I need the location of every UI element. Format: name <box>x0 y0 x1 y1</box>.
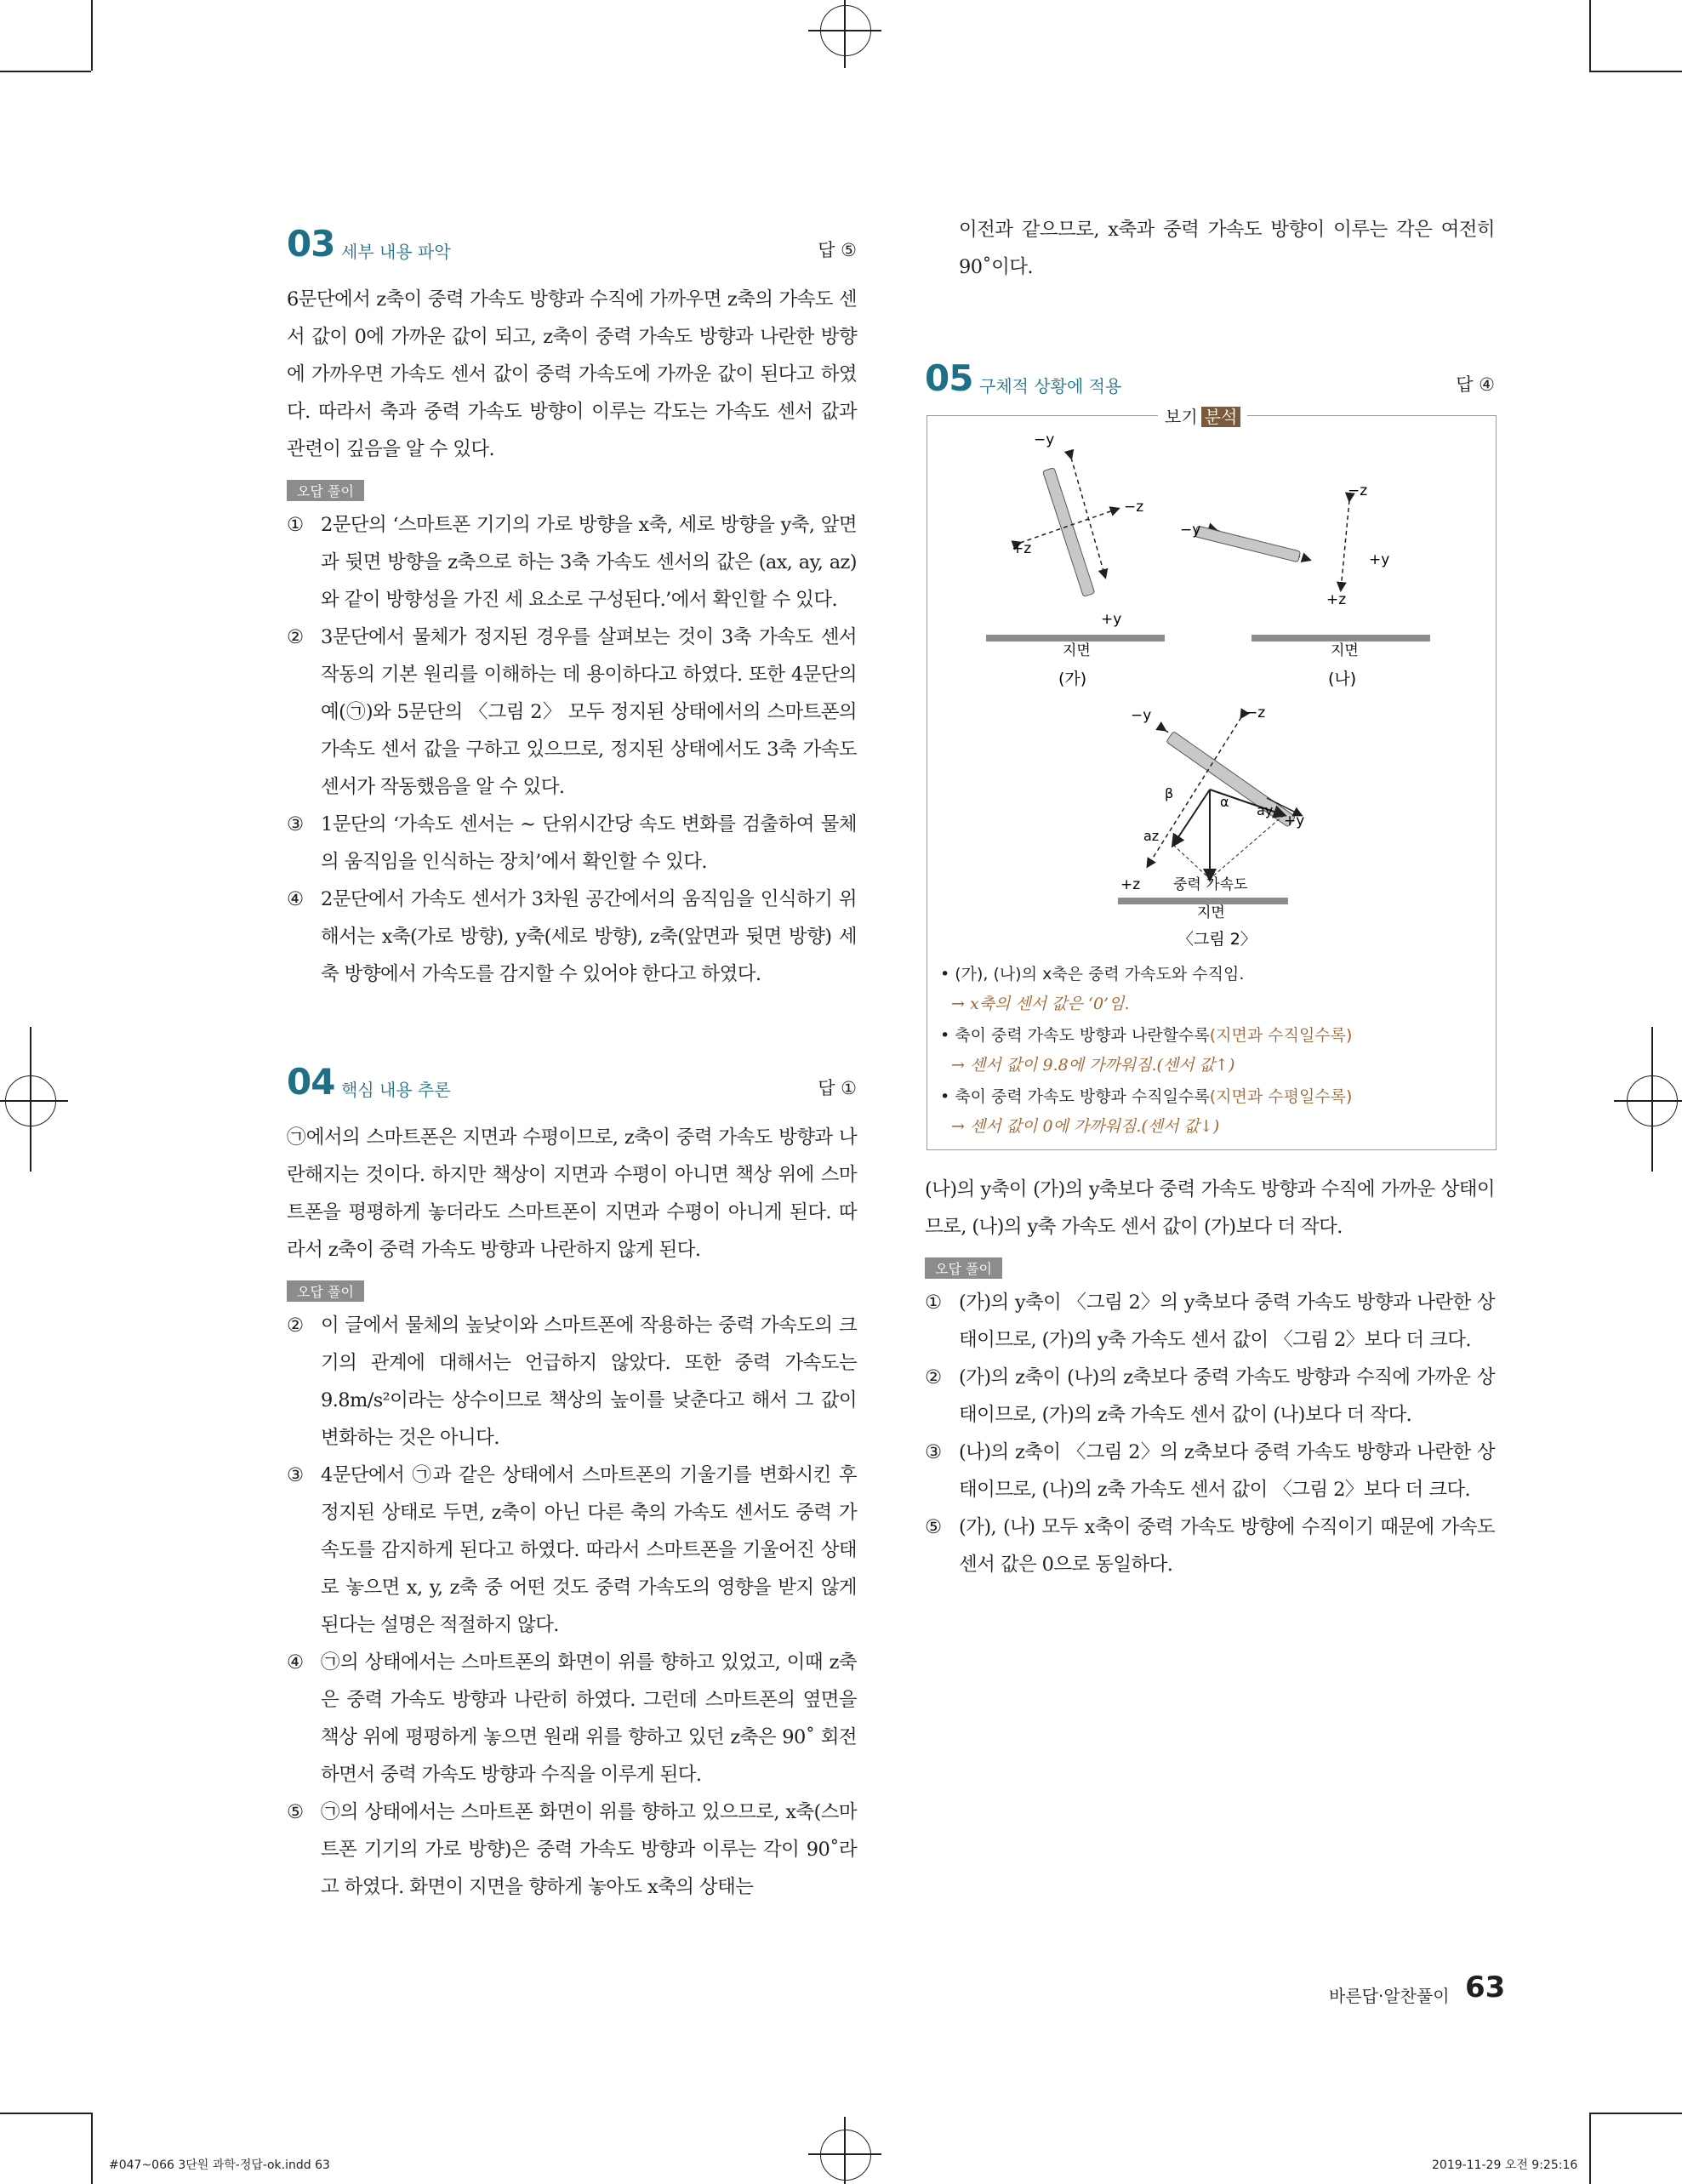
right-column <box>925 211 1495 415</box>
list-item: ② 3문단에서 물체가 정지된 경우를 살펴보는 것이 3축 가속도 센서 작동의 기본 원리를 이해하는 데 용이하다고 하였다. 또한 4문단의 예(㉠)와 5문단의 〈그림 2〉 모두 정지된 상태에서의 스마트폰의 가속도 센서 값을 구하고 있으므로, 정지된 상태에서도 3축 가속도 센서가 작동했음을 알 수 있다. <box>287 626 857 798</box>
axis-label: +z <box>1012 540 1032 557</box>
section-title: 구체적 상황에 적용 <box>979 376 1122 396</box>
registration-mark <box>844 2117 846 2184</box>
section-04-continuation: 이전과 같으므로, x축과 중력 가속도 방향이 이루는 각은 여전히 90˚이다. <box>959 219 1495 278</box>
section-number: 03 <box>287 223 335 265</box>
figure-2 <box>1118 704 1304 949</box>
list-item: ③ (나)의 z축이 〈그림 2〉의 z축보다 중력 가속도 방향과 나란한 상태이므로, (나)의 z축 가속도 센서 값이 〈그림 2〉보다 더 크다. <box>925 1441 1495 1501</box>
figure-label: (나) <box>1328 670 1357 688</box>
ground-label: 지면 <box>1331 642 1359 659</box>
section-answer: 답 ① <box>818 1078 857 1098</box>
list-item: ④ 2문단에서 가속도 센서가 3차원 공간에서의 움직임을 인식하기 위해서는 x축(가로 방향), y축(세로 방향), z축(앞면과 뒷면 방향) 세 축 방향에서 가속도를 감지할 수 있어야 한다고 하였다. <box>287 888 857 985</box>
crop-mark <box>91 2113 93 2184</box>
wrong-answer-tag: 오답 풀이 <box>287 480 364 501</box>
registration-mark <box>30 1027 31 1172</box>
figure-caption: 〈그림 2〉 <box>1177 930 1257 949</box>
section-03-body: 6문단에서 z축이 중력 가속도 방향과 수직에 가까우면 z축의 가속도 센서 값이 0에 가까운 값이 되고, z축이 중력 가속도 방향과 나란한 방향에 가까우면 가속도 센서 값이 중력 가속도에 가까운 값이 된다고 하였다. 따라서 축과 중력 가속도 방향이 이루는 각도는 가속도 센서 값과 관련이 깊음을 알 수 있다. <box>287 288 857 460</box>
gravity-label: 중력 가속도 <box>1173 876 1248 893</box>
registration-mark <box>0 1100 68 1102</box>
wrong-answer-tag: 오답 풀이 <box>287 1280 364 1302</box>
crop-mark <box>1589 71 1682 72</box>
figure-na <box>1180 482 1430 688</box>
bullet-note: → x축의 센서 값은 ‘0’임. <box>951 995 1130 1013</box>
list-item: ③ 4문단에서 ㉠과 같은 상태에서 스마트폰의 기울기를 변화시킨 후 정지된 상태로 두면, z축이 아닌 다른 축의 가속도 센서도 중력 가속도를 감지하게 된다고 하였다. 따라서 스마트폰을 기울어진 상태로 놓으면 x, y, z축 중 어떤 것도 중력 가속도의 영향을 받지 않게 된다는 설명은 적절하지 않다. <box>287 1464 857 1636</box>
bullet-note: → 센서 값이 0에 가까워짐.(센서 값↓) <box>951 1117 1220 1136</box>
section-answer: 답 ⑤ <box>818 240 857 260</box>
section-05-header <box>925 357 1495 405</box>
registration-mark <box>808 30 881 31</box>
crop-mark <box>1589 2113 1591 2184</box>
bogi-title: 보기 분석 <box>1158 403 1247 428</box>
axis-label: −z <box>1124 499 1144 516</box>
registration-mark <box>1651 1027 1653 1172</box>
crop-mark <box>1589 2113 1682 2114</box>
axis-label: +y <box>1284 813 1305 830</box>
registration-mark <box>844 0 846 68</box>
list-item: ④ ㉠의 상태에서는 스마트폰의 화면이 위를 향하고 있었고, 이때 z축은 중력 가속도 방향과 나란히 하였다. 그런데 스마트폰의 옆면을 책상 위에 평평하게 놓으면 원래 위를 향하고 있던 z축은 90˚ 회전하면서 중력 가속도 방향과 수직을 이루게 된다. <box>287 1651 857 1786</box>
axis-label: −z <box>1246 704 1266 721</box>
axis-label: +z <box>1120 876 1141 893</box>
section-number: 04 <box>287 1061 335 1103</box>
registration-mark <box>820 2130 871 2181</box>
registration-mark <box>808 2153 881 2155</box>
list-item: ⑤ ㉠의 상태에서는 스마트폰 화면이 위를 향하고 있으므로, x축(스마트폰 기기의 가로 방향)은 중력 가속도 방향과 이루는 각이 90˚라고 하였다. 화면이 지면을 향하게 놓아도 x축의 상태는 <box>287 1801 857 1898</box>
section-03-header <box>287 223 857 271</box>
list-item: ② (가)의 z축이 (나)의 z축보다 중력 가속도 방향과 수직에 가까운 상태이므로, (가)의 z축 가속도 센서 값이 (나)보다 더 작다. <box>925 1366 1495 1426</box>
section-04-header <box>287 1061 857 1109</box>
component-label: az <box>1143 828 1160 844</box>
bullet-item: • 축이 중력 가속도 방향과 수직일수록(지면과 수평일수록) <box>940 1087 1353 1106</box>
axis-label: −z <box>1348 482 1368 499</box>
crop-mark <box>91 0 93 71</box>
figure-label: (가) <box>1058 670 1087 688</box>
ground-label: 지면 <box>1197 904 1225 921</box>
crop-mark <box>1589 0 1591 71</box>
section-05-answer-block <box>925 1171 1495 1583</box>
section-answer: 답 ④ <box>1456 374 1495 395</box>
list-item: ① (가)의 y축이 〈그림 2〉의 y축보다 중력 가속도 방향과 나란한 상태이므로, (가)의 y축 가속도 센서 값이 〈그림 2〉보다 더 크다. <box>925 1292 1495 1351</box>
crop-mark <box>0 2113 91 2114</box>
section-05-body: (나)의 y축이 (가)의 y축보다 중력 가속도 방향과 수직에 가까운 상태이므로, (나)의 y축 가속도 센서 값이 (가)보다 더 작다. <box>925 1178 1495 1238</box>
list-item: ③ 1문단의 ‘가속도 센서는 ~ 단위시간당 속도 변화를 검출하여 물체의 움직임을 인식하는 장치’에서 확인할 수 있다. <box>287 813 857 873</box>
axis-label: +y <box>1369 551 1390 568</box>
file-info: #047~066 3단원 과학-정답-ok.indd 63 <box>109 2158 330 2172</box>
footer-label: 바른답·알찬풀이 <box>1329 1986 1450 2006</box>
wrong-answer-tag: 오답 풀이 <box>925 1257 1002 1279</box>
section-title: 핵심 내용 추론 <box>341 1080 451 1100</box>
section-04-body: ㉠에서의 스마트폰은 지면과 수평이므로, z축이 중력 가속도 방향과 나란해지는 것이다. 하지만 책상이 지면과 수평이 아니면 책상 위에 스마트폰을 평평하게 놓더라도 스마트폰이 지면과 수평이 아니게 된다. 따라서 z축이 중력 가속도 방향과 나란하지 않게 된다. <box>287 1126 857 1261</box>
angle-label: β <box>1165 785 1174 801</box>
figure-ga <box>986 431 1165 688</box>
list-item: ② 이 글에서 물체의 높낮이와 스마트폰에 작용하는 중력 가속도의 크기의 관계에 대해서는 언급하지 않았다. 또한 중력 가속도는 9.8m/s²이라는 상수이므로 책상의 높이를 낮춘다고 해서 그 값이 변화하는 것은 아니다. <box>287 1314 857 1449</box>
date-info: 2019-11-29 오전 9:25:16 <box>1432 2158 1578 2172</box>
component-label: ay <box>1257 802 1274 818</box>
left-column <box>287 223 857 1906</box>
bullet-item: • 축이 중력 가속도 방향과 나란할수록(지면과 수직일수록) <box>940 1026 1353 1045</box>
section-number: 05 <box>925 357 973 399</box>
axis-label: +z <box>1326 591 1347 608</box>
registration-mark <box>1614 1100 1682 1102</box>
crop-mark <box>0 71 91 72</box>
angle-label: α <box>1220 794 1229 810</box>
bullet-item: • (가), (나)의 x축은 중력 가속도와 수직임. <box>940 965 1245 984</box>
axis-label: +y <box>1101 611 1122 628</box>
page-number: 63 <box>1465 1970 1506 2004</box>
list-item: ① 2문단의 ‘스마트폰 기기의 가로 방향을 x축, 세로 방향을 y축, 앞면과 뒷면 방향을 z축으로 하는 3축 가속도 센서의 값은 (ax, ay, az)와 같이 방향성을 가진 세 요소로 구성된다.’에서 확인할 수 있다. <box>287 514 857 611</box>
axis-label: −y <box>1034 431 1055 448</box>
axis-label: −y <box>1131 707 1152 724</box>
section-title: 세부 내용 파악 <box>341 242 451 262</box>
bullet-note: → 센서 값이 9.8에 가까워짐.(센서 값↑) <box>951 1056 1235 1075</box>
ground-label: 지면 <box>1063 642 1091 659</box>
list-item: ⑤ (가), (나) 모두 x축이 중력 가속도 방향에 수직이기 때문에 가속도 센서 값은 0으로 동일하다. <box>925 1516 1495 1576</box>
axis-label: −y <box>1180 522 1201 539</box>
